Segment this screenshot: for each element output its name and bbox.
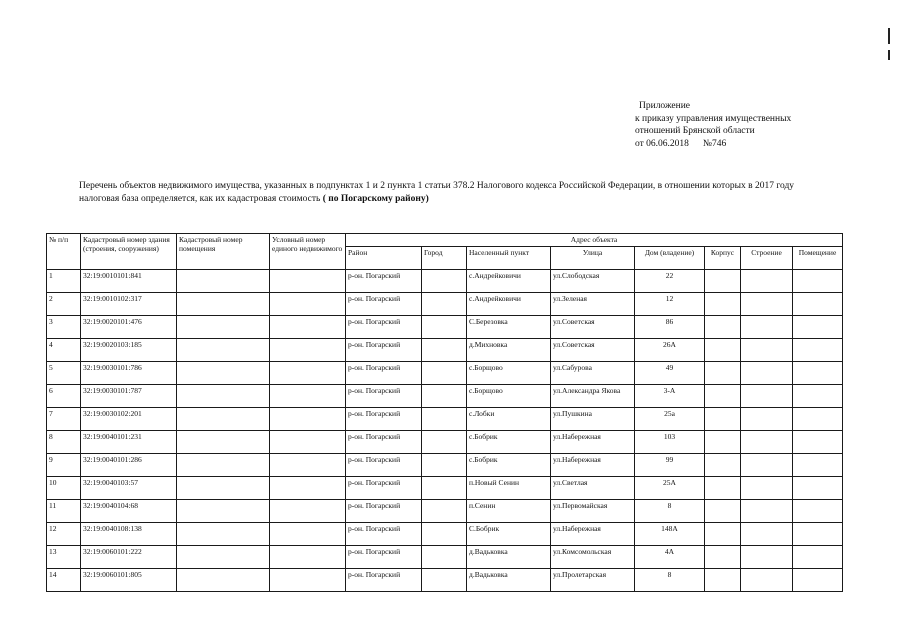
cell-city xyxy=(422,431,467,454)
property-table xyxy=(46,233,843,592)
cell-pomeshenie xyxy=(793,408,843,431)
cell-pomeshenie xyxy=(793,293,843,316)
table-row xyxy=(47,339,843,362)
cell-district: р-он. Погарский xyxy=(346,431,422,454)
cell-settlement: С.Бобрик xyxy=(467,523,551,546)
cell-district: р-он. Погарский xyxy=(346,408,422,431)
cell-cadastral-room xyxy=(177,454,270,477)
appendix-date-line xyxy=(635,138,791,151)
header-cadastral-room: Кадастровый номер помещения xyxy=(177,234,270,270)
cell-cadastral-building: 32:19:0030102:201 xyxy=(81,408,177,431)
table-row xyxy=(47,431,843,454)
cell-pomeshenie xyxy=(793,316,843,339)
cell-korpus xyxy=(705,546,741,569)
header-conditional-number: Условный номер единого недвижимого xyxy=(270,234,346,270)
cell-num: 1 xyxy=(47,270,81,293)
table-row xyxy=(47,362,843,385)
cell-street: ул.Светлая xyxy=(551,477,635,500)
table-row xyxy=(47,523,843,546)
table-row xyxy=(47,385,843,408)
cell-korpus xyxy=(705,270,741,293)
cell-settlement: д.Вадьковка xyxy=(467,546,551,569)
cell-cadastral-room xyxy=(177,546,270,569)
cell-house: 22 xyxy=(635,270,705,293)
cell-pomeshenie xyxy=(793,523,843,546)
cell-korpus xyxy=(705,408,741,431)
cell-house: 12 xyxy=(635,293,705,316)
cell-stroenie xyxy=(741,523,793,546)
cell-num: 11 xyxy=(47,500,81,523)
cell-stroenie xyxy=(741,500,793,523)
header-settlement: Населенный пункт xyxy=(467,247,551,270)
cell-num: 5 xyxy=(47,362,81,385)
table-row xyxy=(47,316,843,339)
cell-conditional-number xyxy=(270,408,346,431)
table-row xyxy=(47,408,843,431)
cell-korpus xyxy=(705,362,741,385)
cell-stroenie xyxy=(741,454,793,477)
cell-city xyxy=(422,523,467,546)
table-row xyxy=(47,477,843,500)
cell-city xyxy=(422,546,467,569)
cell-cadastral-building: 32:19:0020103:185 xyxy=(81,339,177,362)
cell-korpus xyxy=(705,339,741,362)
cell-korpus xyxy=(705,385,741,408)
appendix-number: №746 xyxy=(702,138,727,149)
cell-stroenie xyxy=(741,339,793,362)
cell-street: ул.Набережная xyxy=(551,431,635,454)
cell-cadastral-room xyxy=(177,408,270,431)
cell-num: 12 xyxy=(47,523,81,546)
document-title xyxy=(79,180,819,206)
cell-korpus xyxy=(705,523,741,546)
cell-cadastral-room xyxy=(177,293,270,316)
cell-pomeshenie xyxy=(793,385,843,408)
cell-city xyxy=(422,385,467,408)
cell-cadastral-building: 32:19:0030101:787 xyxy=(81,385,177,408)
cell-city xyxy=(422,316,467,339)
cell-settlement: д.Вадьковка xyxy=(467,569,551,592)
cell-korpus xyxy=(705,500,741,523)
cell-cadastral-room xyxy=(177,385,270,408)
cell-cadastral-building: 32:19:0040104:68 xyxy=(81,500,177,523)
cell-korpus xyxy=(705,431,741,454)
cell-cadastral-building: 32:19:0020101:476 xyxy=(81,316,177,339)
cell-num: 8 xyxy=(47,431,81,454)
header-street: Улица xyxy=(551,247,635,270)
table-header-row xyxy=(47,234,843,247)
header-city: Город xyxy=(422,247,467,270)
cell-cadastral-building: 32:19:0010102:317 xyxy=(81,293,177,316)
cell-settlement: с.Бобрик xyxy=(467,454,551,477)
cell-street: ул.Пушкина xyxy=(551,408,635,431)
cell-city xyxy=(422,293,467,316)
cell-stroenie xyxy=(741,477,793,500)
cell-cadastral-building: 32:19:0040101:286 xyxy=(81,454,177,477)
cell-district: р-он. Погарский xyxy=(346,339,422,362)
cell-cadastral-room xyxy=(177,500,270,523)
cell-num: 9 xyxy=(47,454,81,477)
cell-cadastral-room xyxy=(177,523,270,546)
cell-house: 49 xyxy=(635,362,705,385)
cell-conditional-number xyxy=(270,431,346,454)
cell-house: 86 xyxy=(635,316,705,339)
cell-conditional-number xyxy=(270,546,346,569)
cell-stroenie xyxy=(741,293,793,316)
cell-city xyxy=(422,500,467,523)
cell-korpus xyxy=(705,293,741,316)
cell-stroenie xyxy=(741,546,793,569)
cell-pomeshenie xyxy=(793,362,843,385)
cell-pomeshenie xyxy=(793,454,843,477)
cell-cadastral-room xyxy=(177,316,270,339)
cell-pomeshenie xyxy=(793,270,843,293)
cell-street: ул.Советская xyxy=(551,339,635,362)
header-pomeshenie: Помещение xyxy=(793,247,843,270)
cell-stroenie xyxy=(741,270,793,293)
cell-conditional-number xyxy=(270,477,346,500)
cell-house: 8 xyxy=(635,569,705,592)
cell-stroenie xyxy=(741,385,793,408)
cell-house: 8 xyxy=(635,500,705,523)
cell-house: 3-А xyxy=(635,385,705,408)
cell-street: ул.Александра Якова xyxy=(551,385,635,408)
cell-district: р-он. Погарский xyxy=(346,500,422,523)
cell-house: 99 xyxy=(635,454,705,477)
cell-stroenie xyxy=(741,408,793,431)
cell-pomeshenie xyxy=(793,500,843,523)
header-cadastral-building: Кадастровый номер здания (строения, сооружения) xyxy=(81,234,177,270)
cell-cadastral-room xyxy=(177,431,270,454)
cell-stroenie xyxy=(741,569,793,592)
cell-pomeshenie xyxy=(793,569,843,592)
cell-korpus xyxy=(705,454,741,477)
cell-stroenie xyxy=(741,362,793,385)
cell-district: р-он. Погарский xyxy=(346,293,422,316)
cell-street: ул.Пролетарская xyxy=(551,569,635,592)
table-row xyxy=(47,270,843,293)
table-row xyxy=(47,454,843,477)
cell-num: 13 xyxy=(47,546,81,569)
cell-num: 14 xyxy=(47,569,81,592)
header-district: Район xyxy=(346,247,422,270)
cell-cadastral-room xyxy=(177,339,270,362)
cell-cadastral-room xyxy=(177,477,270,500)
appendix-label: Приложение xyxy=(639,101,690,111)
cell-pomeshenie xyxy=(793,546,843,569)
cell-settlement: С.Березовка xyxy=(467,316,551,339)
table-row xyxy=(47,293,843,316)
cell-conditional-number xyxy=(270,362,346,385)
cell-street: ул.Первомайская xyxy=(551,500,635,523)
cell-city xyxy=(422,477,467,500)
cell-settlement: с.Борщово xyxy=(467,362,551,385)
table-body xyxy=(47,270,843,592)
table-row xyxy=(47,546,843,569)
cell-street: ул.Комсомольская xyxy=(551,546,635,569)
cell-conditional-number xyxy=(270,454,346,477)
cell-settlement: п.Новый Сенин xyxy=(467,477,551,500)
cell-house: 25А xyxy=(635,477,705,500)
cell-street: ул.Набережная xyxy=(551,454,635,477)
cell-cadastral-building: 32:19:0030101:786 xyxy=(81,362,177,385)
cell-settlement: д.Михновка xyxy=(467,339,551,362)
cell-district: р-он. Погарский xyxy=(346,454,422,477)
cell-conditional-number xyxy=(270,316,346,339)
cell-house: 25а xyxy=(635,408,705,431)
cell-cadastral-building: 32:19:0040101:231 xyxy=(81,431,177,454)
cell-conditional-number xyxy=(270,500,346,523)
table-row xyxy=(47,569,843,592)
cell-street: ул.Советская xyxy=(551,316,635,339)
cell-district: р-он. Погарский xyxy=(346,523,422,546)
page-edge-mark xyxy=(888,28,890,44)
header-address: Адрес объекта xyxy=(346,234,843,247)
cell-city xyxy=(422,408,467,431)
cell-settlement: с.Лобки xyxy=(467,408,551,431)
cell-house: 103 xyxy=(635,431,705,454)
cell-num: 6 xyxy=(47,385,81,408)
appendix-date: от 06.06.2018 xyxy=(635,138,689,149)
cell-house: 148А xyxy=(635,523,705,546)
cell-num: 2 xyxy=(47,293,81,316)
cell-num: 3 xyxy=(47,316,81,339)
cell-cadastral-room xyxy=(177,362,270,385)
cell-district: р-он. Погарский xyxy=(346,362,422,385)
cell-cadastral-building: 32:19:0010101:841 xyxy=(81,270,177,293)
table-row xyxy=(47,500,843,523)
cell-street: ул.Зеленая xyxy=(551,293,635,316)
cell-settlement: п.Сенин xyxy=(467,500,551,523)
cell-pomeshenie xyxy=(793,477,843,500)
header-korpus: Корпус xyxy=(705,247,741,270)
cell-street: ул.Слободская xyxy=(551,270,635,293)
cell-korpus xyxy=(705,316,741,339)
cell-settlement: с.Борщово xyxy=(467,385,551,408)
cell-conditional-number xyxy=(270,385,346,408)
appendix-block xyxy=(635,100,791,150)
cell-korpus xyxy=(705,569,741,592)
page-edge-mark xyxy=(888,50,890,60)
cell-conditional-number xyxy=(270,270,346,293)
cell-city xyxy=(422,270,467,293)
cell-district: р-он. Погарский xyxy=(346,270,422,293)
document-title-text: Перечень объектов недвижимого имущества, указанных в подпунктах 1 и 2 пункта 1 статьи 378.2 Налогового кодекса Российской Федерации, в отношении которых в 2017 году налоговая база определяется, как их кадастровая стоимость xyxy=(79,181,795,204)
cell-stroenie xyxy=(741,431,793,454)
cell-city xyxy=(422,454,467,477)
cell-settlement: с.Бобрик xyxy=(467,431,551,454)
cell-conditional-number xyxy=(270,523,346,546)
cell-city xyxy=(422,339,467,362)
cell-conditional-number xyxy=(270,569,346,592)
cell-num: 4 xyxy=(47,339,81,362)
cell-conditional-number xyxy=(270,293,346,316)
cell-num: 7 xyxy=(47,408,81,431)
appendix-authority-line: отношений Брянской области xyxy=(635,126,755,137)
cell-district: р-он. Погарский xyxy=(346,385,422,408)
cell-settlement: с.Андрейковичи xyxy=(467,293,551,316)
cell-korpus xyxy=(705,477,741,500)
cell-cadastral-building: 32:19:0060101:805 xyxy=(81,569,177,592)
cell-cadastral-building: 32:19:0040108:138 xyxy=(81,523,177,546)
cell-street: ул.Сабурова xyxy=(551,362,635,385)
cell-cadastral-room xyxy=(177,569,270,592)
cell-city xyxy=(422,569,467,592)
document-title-region: ( по Погарскому району) xyxy=(322,193,429,204)
cell-street: ул.Набережная xyxy=(551,523,635,546)
cell-house: 26А xyxy=(635,339,705,362)
cell-settlement: с.Андрейковичи xyxy=(467,270,551,293)
cell-district: р-он. Погарский xyxy=(346,546,422,569)
cell-city xyxy=(422,362,467,385)
cell-district: р-он. Погарский xyxy=(346,316,422,339)
cell-cadastral-room xyxy=(177,270,270,293)
cell-pomeshenie xyxy=(793,339,843,362)
cell-conditional-number xyxy=(270,339,346,362)
cell-cadastral-building: 32:19:0060101:222 xyxy=(81,546,177,569)
cell-num: 10 xyxy=(47,477,81,500)
header-house: Дом (владение) xyxy=(635,247,705,270)
cell-cadastral-building: 32:19:0040103:57 xyxy=(81,477,177,500)
cell-pomeshenie xyxy=(793,431,843,454)
cell-district: р-он. Погарский xyxy=(346,569,422,592)
header-num: № п/п xyxy=(47,234,81,270)
appendix-order-line: к приказу управления имущественных xyxy=(635,113,792,124)
cell-house: 4А xyxy=(635,546,705,569)
cell-district: р-он. Погарский xyxy=(346,477,422,500)
cell-stroenie xyxy=(741,316,793,339)
header-stroenie: Строение xyxy=(741,247,793,270)
